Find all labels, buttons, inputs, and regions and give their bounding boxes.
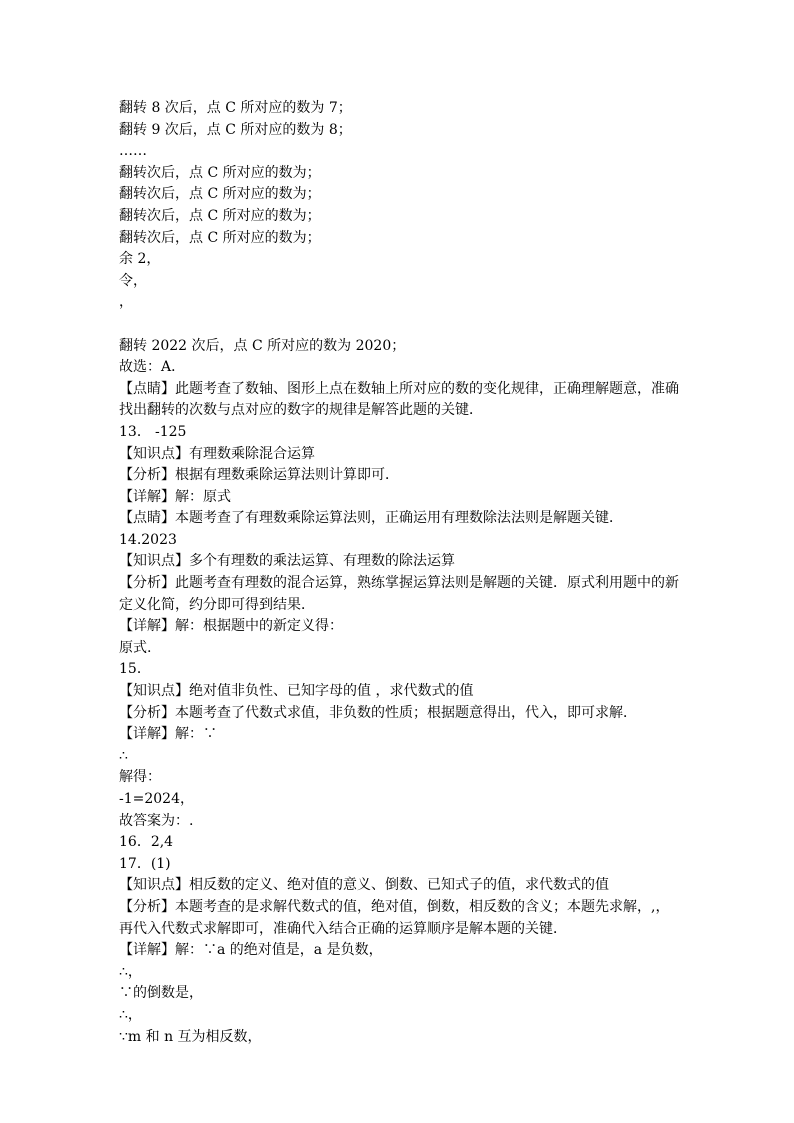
text-line: ∵m 和 n 互为相反数， xyxy=(119,1028,262,1045)
answer-13-value: -125 xyxy=(155,423,187,440)
text-line: 故选：A． xyxy=(119,359,186,376)
text-line: 原式. xyxy=(119,639,152,656)
text-line: 【点睛】本题考查了有理数乘除运算法则，正确运用有理数除法法则是解题关键． xyxy=(119,510,623,527)
text-line: 17．(1) xyxy=(119,855,171,872)
text-line: 【详解】解：∵a 的绝对值是，a 是负数， xyxy=(119,942,383,959)
text-line: ∴ xyxy=(119,747,128,764)
question-13-number xyxy=(119,422,679,444)
text-line: 令， xyxy=(119,272,147,289)
text-line: 故答案为：. xyxy=(119,812,194,829)
text-line: 解得： xyxy=(119,769,161,786)
text-line: ∴， xyxy=(119,963,142,980)
text-line: 【知识点】有理数乘除混合运算 xyxy=(119,445,315,462)
text-line: …… xyxy=(119,143,147,160)
text-line: 翻转次后，点 C 所对应的数为； xyxy=(119,207,321,224)
text-line: 【知识点】相反数的定义、绝对值的意义、倒数、已知式子的值，求代数式的值 xyxy=(119,877,609,894)
analysis-paragraph: 【分析】此题考查有理数的混合运算，熟练掌握运算法则是解题的关键．原式利用题中的新定义化简，约分即可得到结果． xyxy=(119,575,679,613)
analysis-paragraph: 【分析】本题考查的是求解代数式的值，绝对值，倒数，相反数的含义；本题先求解，,，再代入代数式求解即可，准确代入结合正确的运算顺序是解本题的关键． xyxy=(119,898,670,937)
text-line: ∵的倒数是， xyxy=(119,985,203,1002)
text-line: 余 2， xyxy=(119,251,161,268)
text-line: 翻转次后，点 C 所对应的数为； xyxy=(119,186,321,203)
text-line: ， xyxy=(119,294,133,311)
text-line: 【分析】本题考查了代数式求值，非负数的性质；根据题意得出，代入，即可求解． xyxy=(119,704,637,721)
text-line: 16．2,4 xyxy=(119,834,174,851)
text-line: 翻转次后，点 C 所对应的数为； xyxy=(119,229,321,246)
text-line: ∴， xyxy=(119,1006,142,1023)
text-line: 【详解】解：根据题中的新定义得： xyxy=(119,618,343,635)
blank-line xyxy=(119,314,679,336)
solution-text xyxy=(119,98,679,1048)
text-line: 【详解】解：原式 xyxy=(119,488,231,505)
text-line: 翻转次后，点 C 所对应的数为； xyxy=(119,164,321,181)
remark-paragraph: 【点睛】此题考查了数轴、图形上点在数轴上所对应的数的变化规律，正确理解题意，准确找出翻转的次数与点对应的数字的规律是解答此题的关键． xyxy=(119,380,679,419)
text-line: 【分析】根据有理数乘除运算法则计算即可． xyxy=(119,467,399,484)
text-line: 【知识点】绝对值非负性、已知字母的值 ，求代数式的值 xyxy=(119,683,474,700)
text-line: -1=2024， xyxy=(119,791,194,807)
question-number: 13． xyxy=(119,423,151,440)
text-line: 翻转 2022 次后，点 C 所对应的数为 2020； xyxy=(119,337,406,354)
text-line: 翻转 8 次后，点 C 所对应的数为 7； xyxy=(119,100,352,116)
text-line: 15． xyxy=(119,661,151,678)
text-line: 【详解】解：∵ xyxy=(119,726,217,743)
text-line: 14.2023 xyxy=(119,531,177,548)
text-line: 翻转 9 次后，点 C 所对应的数为 8； xyxy=(119,121,352,138)
text-line: 【知识点】多个有理数的乘法运算、有理数的除法运算 xyxy=(119,553,455,570)
